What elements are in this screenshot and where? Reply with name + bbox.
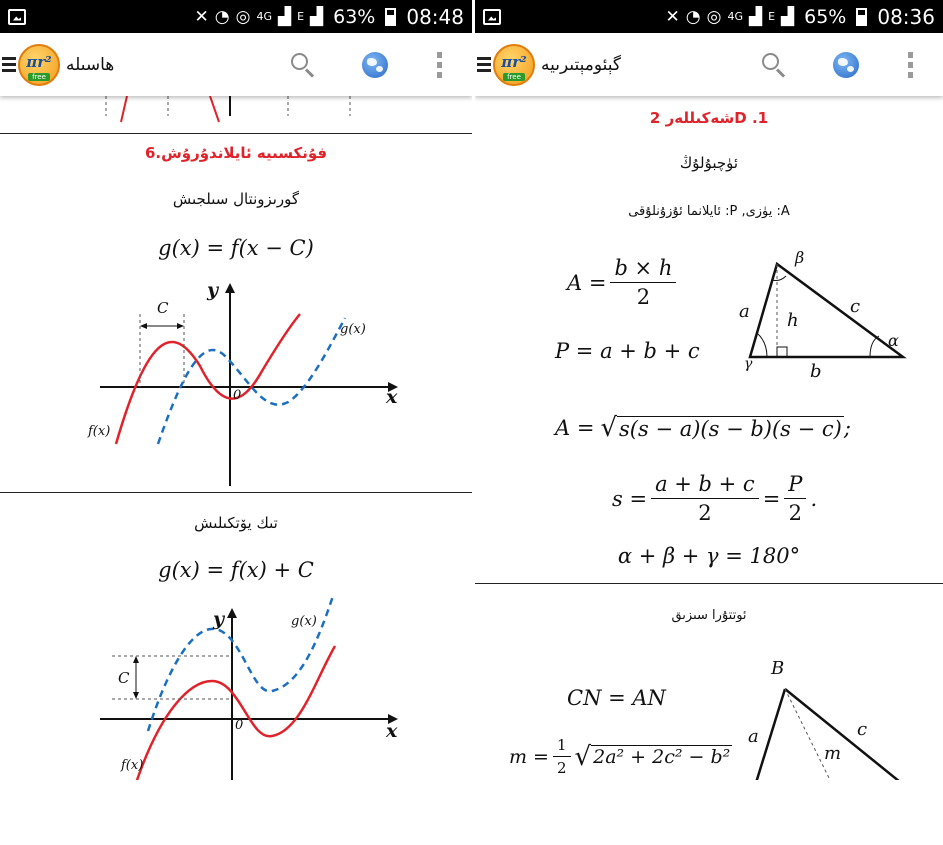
section-title: شەكىللەر 2D .1 bbox=[649, 109, 769, 127]
network-type: 4G bbox=[256, 10, 273, 23]
section-title: فۇنكسىيە ئايلاندۇرۇش.6 bbox=[144, 144, 328, 162]
signal-icon: ▟ bbox=[278, 6, 292, 27]
wifi-icon: ◔ bbox=[685, 6, 701, 27]
vertical-g-label: g(x) bbox=[291, 614, 317, 629]
shift-g-label: g(x) bbox=[340, 322, 366, 337]
shift-formula: g(x) = f(x − C) bbox=[158, 236, 314, 260]
globe-icon[interactable] bbox=[362, 52, 388, 78]
median-formula: m = $\frac{1}{2}$ √ 2a² + 2c² − b² bbox=[509, 736, 731, 777]
median-label-c: c bbox=[857, 719, 868, 740]
triangle-diagram bbox=[745, 256, 943, 386]
search-icon[interactable] bbox=[290, 52, 316, 78]
label-gamma: γ bbox=[744, 356, 753, 372]
median-label-a: a bbox=[748, 726, 759, 747]
wifi-icon: ◔ bbox=[214, 6, 230, 27]
label-beta: β bbox=[795, 248, 805, 267]
app-title: گېئومېتىرىيە bbox=[541, 54, 621, 75]
globe-icon[interactable] bbox=[833, 52, 859, 78]
status-bar bbox=[0, 0, 472, 33]
signal-icon-2: ▟ bbox=[310, 6, 324, 27]
clock: 08:48 bbox=[406, 4, 464, 29]
signal-icon: ▟ bbox=[749, 6, 763, 27]
label-b: b bbox=[810, 361, 822, 382]
previous-graph-fragment bbox=[0, 96, 472, 126]
shift-heading: گورىزونتال سىلجىش bbox=[172, 190, 300, 208]
app-bar bbox=[475, 33, 943, 96]
vertical-c-label: C bbox=[118, 669, 130, 687]
vertical-y-axis-label: y bbox=[213, 608, 225, 630]
screenshot-right bbox=[475, 0, 943, 780]
gallery-notification-icon bbox=[8, 9, 26, 25]
app-logo[interactable]: πr² free bbox=[493, 44, 535, 86]
angle-sum-formula: α + β + γ = 180° bbox=[617, 544, 801, 568]
clock: 08:36 bbox=[877, 4, 935, 29]
sync-icon: ◎ bbox=[235, 6, 251, 27]
median-label-m: m bbox=[824, 743, 842, 764]
vertical-f-label: f(x) bbox=[121, 758, 144, 773]
legend-line: ئايلانما ئۇزۇنلۇقى :P ,يۈزى :A bbox=[628, 204, 790, 219]
shift-y-axis-label: y bbox=[207, 279, 219, 301]
shift-c-label: C bbox=[157, 299, 169, 317]
search-icon[interactable] bbox=[761, 52, 787, 78]
screenshot-left bbox=[0, 0, 472, 780]
signal-icon-2: ▟ bbox=[781, 6, 795, 27]
network-edge: E bbox=[768, 10, 776, 23]
vertical-graph bbox=[0, 601, 472, 780]
median-label-B: B bbox=[771, 658, 785, 679]
vertical-formula: g(x) = f(x) + C bbox=[158, 558, 314, 582]
overflow-menu-icon[interactable] bbox=[905, 52, 915, 78]
overflow-menu-icon[interactable] bbox=[434, 52, 444, 78]
area-formula: A = $\frac{b \times h}{2}$ bbox=[567, 256, 680, 309]
gallery-notification-icon bbox=[483, 9, 501, 25]
app-bar bbox=[0, 33, 472, 96]
app-logo[interactable]: πr² free bbox=[18, 44, 60, 86]
heron-formula: A = √ s(s − a)(s − b)(s − c) ; bbox=[555, 413, 851, 443]
shift-graph bbox=[0, 276, 472, 496]
content-scroll[interactable] bbox=[475, 96, 943, 780]
median-heading: ئوتتۇرا سىزىق bbox=[671, 608, 747, 623]
mute-icon: ✕ bbox=[665, 6, 680, 27]
semiperimeter-formula: s = $\frac{a + b + c}{2}$ = $\frac{P}{2}$ . bbox=[612, 472, 818, 525]
label-h: h bbox=[787, 310, 799, 331]
section-divider bbox=[0, 133, 472, 134]
shift-f-label: f(x) bbox=[88, 424, 111, 439]
perimeter-formula: P = a + b + c bbox=[555, 339, 700, 363]
shift-x-axis-label: x bbox=[386, 386, 398, 408]
network-type: 4G bbox=[727, 10, 744, 23]
menu-icon[interactable] bbox=[477, 57, 491, 72]
menu-icon[interactable] bbox=[2, 57, 16, 72]
median-equality: CN = AN bbox=[567, 686, 666, 710]
vertical-x-axis-label: x bbox=[386, 720, 398, 742]
section-divider bbox=[475, 583, 943, 584]
shift-origin-label: 0 bbox=[233, 388, 242, 403]
battery-icon bbox=[385, 8, 396, 26]
label-c: c bbox=[850, 296, 861, 317]
section-divider bbox=[0, 492, 472, 493]
battery-percent: 63% bbox=[333, 5, 376, 28]
battery-icon bbox=[856, 8, 867, 26]
status-bar bbox=[475, 0, 943, 33]
mute-icon: ✕ bbox=[194, 6, 209, 27]
battery-percent: 65% bbox=[804, 5, 847, 28]
content-scroll[interactable] bbox=[0, 96, 472, 780]
vertical-origin-label: 0 bbox=[235, 718, 244, 733]
label-a: a bbox=[739, 301, 750, 322]
vertical-heading: تىك يۆتكىلىش bbox=[194, 514, 278, 532]
network-edge: E bbox=[297, 10, 305, 23]
median-diagram bbox=[745, 676, 943, 780]
label-alpha: α bbox=[888, 331, 899, 350]
triangle-heading: ئۈچبۇلۇڭ bbox=[679, 154, 739, 172]
sync-icon: ◎ bbox=[706, 6, 722, 27]
app-title: هاسىلە bbox=[66, 54, 115, 75]
